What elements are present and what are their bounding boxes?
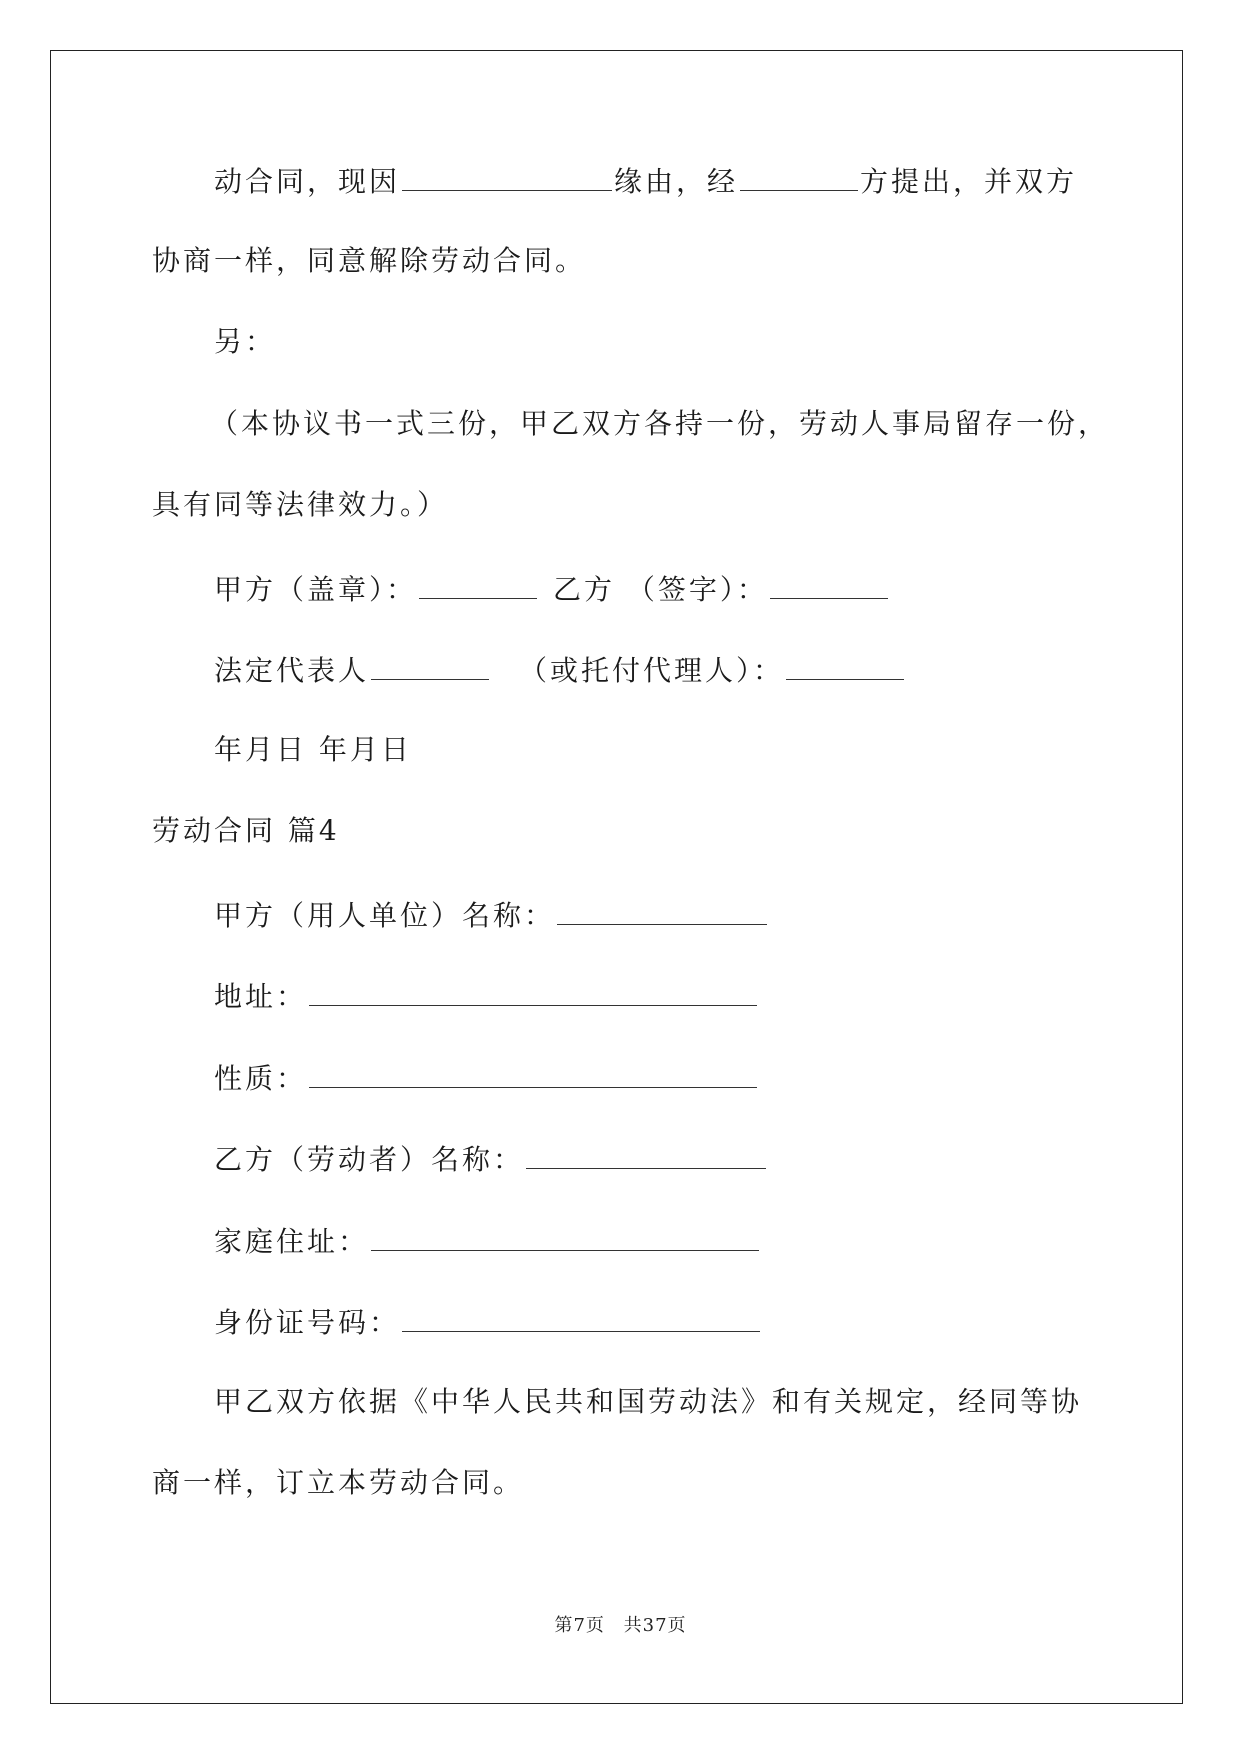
employer-name-blank[interactable]	[557, 892, 767, 925]
date-line: 年月日 年月日	[214, 732, 412, 766]
field-label: 地址：	[214, 980, 308, 1013]
party-b-sign-label: 乙方 （签字）：	[553, 572, 768, 606]
text-segment: 动合同，现因	[214, 165, 401, 198]
address-blank[interactable]	[309, 973, 757, 1006]
paragraph-line-termination-reason	[152, 158, 1092, 240]
field-employee-name	[152, 1136, 1092, 1218]
paragraph-line: 具有同等法律效力。）	[152, 488, 449, 521]
field-label: 身份证号码：	[214, 1306, 401, 1339]
field-address	[152, 973, 1092, 1055]
agent-label: （或托付代理人）：	[519, 654, 785, 687]
section-heading: 劳动合同 篇4	[152, 814, 340, 847]
paragraph-line-note: 另：	[214, 325, 277, 358]
paragraph-line: （本协议书一式三份，甲乙双方各持一份，劳动人事局留存一份，	[210, 406, 1110, 440]
paragraph-line: 甲乙双方依据《中华人民共和国劳动法》和有关规定，经同等协	[214, 1384, 1083, 1418]
party-a-seal-label: 甲方（盖章）：	[214, 572, 418, 606]
page-footer	[0, 1611, 1241, 1637]
field-label: 甲方（用人单位）名称：	[214, 898, 556, 932]
paragraph-line: 商一样，订立本劳动合同。	[152, 1466, 525, 1499]
party-a-seal-blank[interactable]	[419, 566, 537, 599]
field-label: 性质：	[214, 1061, 308, 1095]
field-home-address	[152, 1218, 1092, 1300]
home-address-blank[interactable]	[371, 1218, 759, 1251]
agent-blank[interactable]	[786, 647, 904, 680]
employee-name-blank[interactable]	[526, 1136, 766, 1169]
legal-representative-blank[interactable]	[371, 647, 489, 680]
party-b-sign-blank[interactable]	[770, 566, 888, 599]
field-label: 家庭住址：	[214, 1224, 370, 1258]
document-body	[152, 158, 1110, 1544]
page-number: 第7页	[554, 1615, 605, 1636]
text-segment: 方提出，并双方	[860, 165, 1078, 198]
proposer-blank[interactable]	[740, 158, 858, 191]
reason-blank[interactable]	[402, 158, 612, 191]
nature-blank[interactable]	[309, 1055, 757, 1088]
field-employer-name	[152, 892, 1092, 974]
legal-representative-label: 法定代表人	[214, 654, 370, 687]
field-label: 乙方（劳动者）名称：	[214, 1143, 525, 1176]
id-number-blank[interactable]	[402, 1299, 760, 1332]
field-id-number	[152, 1299, 1092, 1381]
paragraph-line: 协商一样，同意解除劳动合同。	[152, 243, 587, 277]
signature-line-parties	[152, 566, 1092, 648]
text-segment: 缘由，经	[614, 165, 739, 198]
signature-line-representative	[152, 647, 1092, 729]
page-total: 共37页	[623, 1615, 687, 1636]
field-nature	[152, 1055, 1092, 1137]
